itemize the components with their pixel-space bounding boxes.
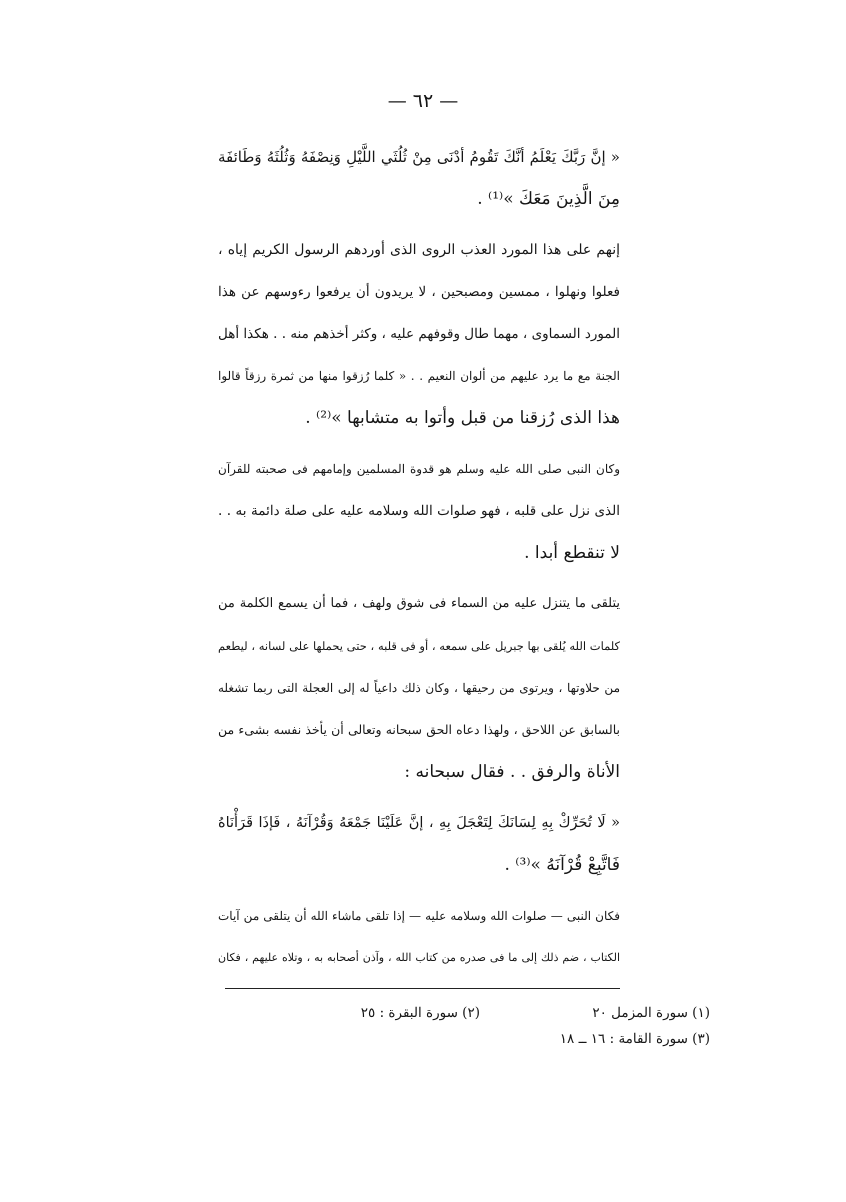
text-line: « إنَّ رَبَّكَ يَعْلَمُ أنَّكَ تَقُومُ أدْنَى مِنْ ثُلُثَي اللَّيْلِ وَنِصْفَهُ وَثُلُثَهُ وَطَائفَة [218, 148, 620, 166]
footnote-row [320, 1000, 710, 1026]
footnote-1: (١) سورة المزمل ٢٠ [592, 1005, 710, 1021]
footnote-2: (٢) سورة البقرة : ٢٥ [360, 1005, 480, 1021]
text-line: يتلقى ما يتنزل عليه من السماء فى شوق ولهف ، فما أن يسمع الكلمة من [218, 596, 620, 611]
text-line: « لَا تُحَرِّكْ بِهِ لِسَانَكَ لِتَعْجَلَ بِهِ ، إنَّ عَلَيْنَا جَمْعَهُ وَقُرْآنَهُ ، فَإذَا قَرَأْنَاهُ [218, 815, 620, 831]
footnote-3: (٣) سورة القامة : ١٦ ــ ١٨ [559, 1031, 710, 1047]
text-line: فَاتَّبِعْ قُرْآنَهُ »⁽³⁾ . [504, 855, 620, 875]
page-number: — ٦٢ — [387, 90, 459, 112]
text-line: كلمات الله يُلقى بها جبريل على سمعه ، أو فى قلبه ، حتى يحملها على لسانه ، ليطعم [218, 639, 620, 653]
text-line: الجنة مع ما يرد عليهم من ألوان النعيم . . « كلما رُزقوا منها من ثمرة رزقاً قالوا [218, 369, 620, 383]
body-paragraph [218, 895, 620, 979]
text-line: الأناة والرفق . . فقال سبحانه : [404, 762, 620, 782]
text-line: مِنَ الَّذِينَ مَعَكَ »⁽¹⁾ . [477, 189, 620, 209]
body-paragraph [218, 583, 620, 793]
text-line: وكان النبى صلى الله عليه وسلم هو قدوة المسلمين وإمامهم فى صحبته للقرآن [218, 462, 620, 476]
text-line: المورد السماوى ، مهما طال وقوفهم عليه ، وكثر أخذهم منه . . هكذا أهل [218, 326, 620, 342]
text-line: إنهم على هذا المورد العذب الروى الذى أوردهم الرسول الكريم إياه ، [218, 242, 620, 258]
body-paragraph [218, 448, 620, 574]
footnote-row [320, 1026, 710, 1052]
text-line: من حلاوتها ، ويرتوى من رحيقها ، وكان ذلك داعياً له إلى العجلة التى ربما تشغله [218, 681, 620, 695]
text-line: فعلوا ونهلوا ، ممسين ومصبحين ، لا يريدون أن يرفعوا رءوسهم عن هذا [218, 284, 620, 300]
text-line: الكتاب ، ضم ذلك إلى ما فى صدره من كتاب الله ، وآذن أصحابه به ، وتلاه عليهم ، فكان [218, 951, 620, 964]
text-line: الذى نزل على قلبه ، فهو صلوات الله وسلامه عليه على صلة دائمة به . . [218, 503, 620, 519]
text-line: هذا الذى رُزقنا من قبل وأتوا به متشابها »⁽²⁾ . [305, 408, 620, 428]
quran-quote-paragraph [218, 136, 620, 220]
text-line: بالسابق عن اللاحق ، ولهذا دعاه الحق سبحانه وتعالى أن يأخذ نفسه بشىء من [218, 722, 620, 737]
footnote-divider [225, 988, 620, 989]
quran-quote-paragraph [218, 802, 620, 886]
body-paragraph [218, 229, 620, 439]
text-line: لا تنقطع أبدا . [524, 543, 620, 563]
body-text [218, 136, 620, 979]
footnotes [320, 1000, 710, 1052]
text-line: فكان النبى — صلوات الله وسلامه عليه — إذا تلقى ماشاء الله أن يتلقى من آيات [218, 909, 620, 923]
